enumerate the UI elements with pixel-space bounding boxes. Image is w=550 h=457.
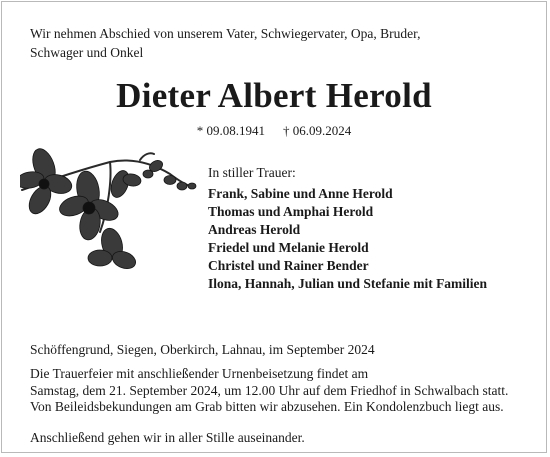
birth-date: * 09.08.1941 [196,123,265,138]
mourner-entry: Ilona, Hannah, Julian und Stefanie mit Familien [208,276,488,291]
mourner-entry: Frank, Sabine und Anne Herold [208,186,393,201]
mourners-list [208,185,487,293]
intro-line-2: Schwager und Onkel [30,45,144,60]
deceased-name: Dieter Albert Herold [116,76,432,115]
obituary-notice [1,1,547,453]
mourner-entry: Christel und Rainer Bender [208,258,369,273]
mourners-label: In stiller Trauer: [208,165,296,180]
intro-line-1: Wir nehmen Abschied von unserem Vater, Schwiegervater, Opa, Bruder, [30,26,421,41]
death-date: † 06.09.2024 [283,123,352,138]
mourner-entry: Friedel und Melanie Herold [208,240,369,255]
intro-text [30,24,510,62]
mourner-entry: Andreas Herold [208,222,301,237]
ceremony-text [30,366,530,416]
ceremony-line-2: Samstag, dem 21. September 2024, um 12.00 Uhr auf dem Friedhof in Schwalbach statt. [30,382,509,398]
ceremony-line-1: Die Trauerfeier mit anschließender Urnenbeisetzung findet am [30,366,369,381]
place-and-date: Schöffengrund, Siegen, Oberkirch, Lahnau, im September 2024 [30,342,375,357]
mourner-entry: Thomas und Amphai Herold [208,204,374,219]
life-dates [2,123,546,139]
closing-text: Anschließend gehen wir in aller Stille auseinander. [30,430,305,445]
ceremony-line-3: Von Beileidsbekundungen am Grab bitten wir abzusehen. Ein Kondolenzbuch liegt aus. [30,399,504,414]
orchid-branch-icon [20,140,200,280]
